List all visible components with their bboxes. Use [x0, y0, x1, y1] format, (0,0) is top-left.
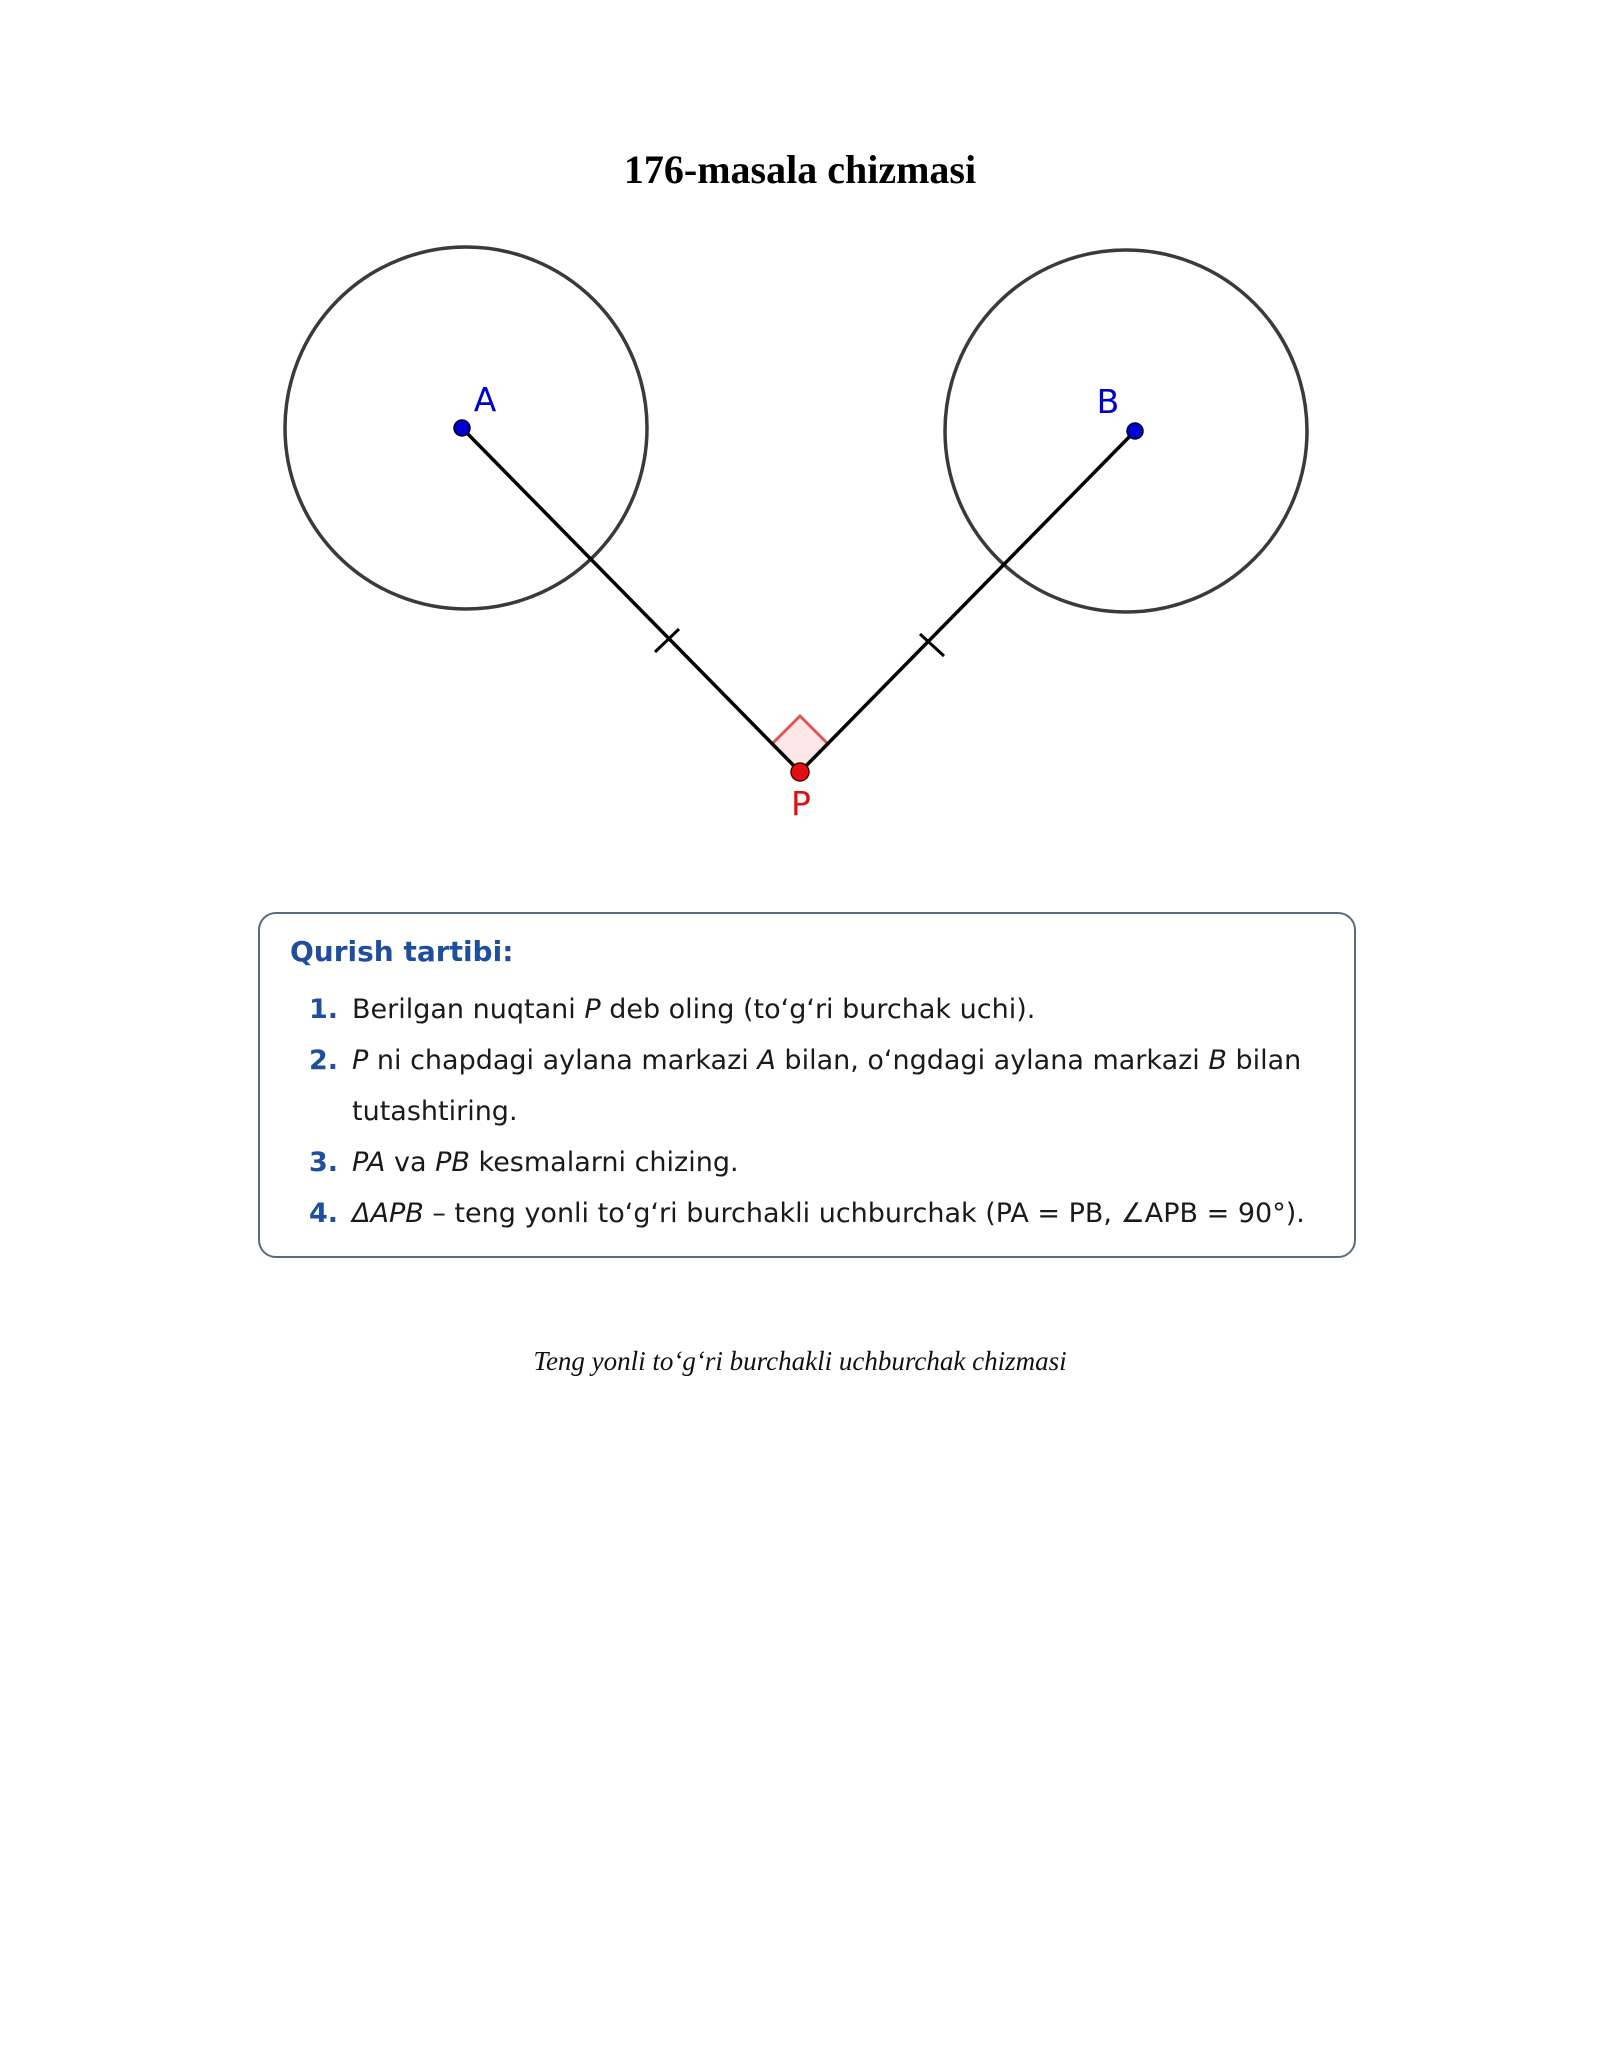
label-p: P: [791, 784, 811, 823]
page-title: 176-masala chizmasi: [623, 147, 977, 192]
steps-list: [290, 984, 1324, 1239]
step-number: 2.: [308, 1045, 338, 1076]
label-b: B: [1096, 382, 1120, 421]
step-text: P ni chapdagi aylana markazi A bilan, o‘ngdagi aylana markazi B bilan tutashtiring.: [352, 1045, 1302, 1127]
geometry-figure: [0, 0, 1600, 900]
segment-pa: [462, 428, 800, 772]
label-a: A: [473, 380, 497, 419]
step-number: 3.: [308, 1147, 338, 1178]
step-text: PA va PB kesmalarni chizing.: [352, 1147, 739, 1178]
right-circle: [945, 250, 1307, 612]
steps-heading: Qurish tartibi:: [290, 935, 514, 968]
point-a: [454, 420, 470, 436]
step-number: 4.: [308, 1198, 338, 1229]
step-item: [290, 984, 1324, 1035]
step-item: [290, 1035, 1324, 1137]
step-text: ΔAPB – teng yonli to‘g‘ri burchakli uchburchak (PA = PB, ∠APB = 90°).: [352, 1198, 1305, 1229]
step-number: 1.: [308, 994, 338, 1025]
point-b: [1127, 423, 1143, 439]
step-text: Berilgan nuqtani P deb oling (to‘g‘ri burchak uchi).: [352, 994, 1036, 1025]
construction-steps-box: [258, 912, 1356, 1258]
point-p: [791, 763, 809, 781]
step-item: [290, 1137, 1324, 1188]
figure-caption: Teng yonli to‘g‘ri burchakli uchburchak chizmasi: [533, 1346, 1067, 1376]
tick-mark-pa: [655, 629, 679, 652]
segment-pb: [800, 431, 1135, 772]
step-item: [290, 1188, 1324, 1239]
